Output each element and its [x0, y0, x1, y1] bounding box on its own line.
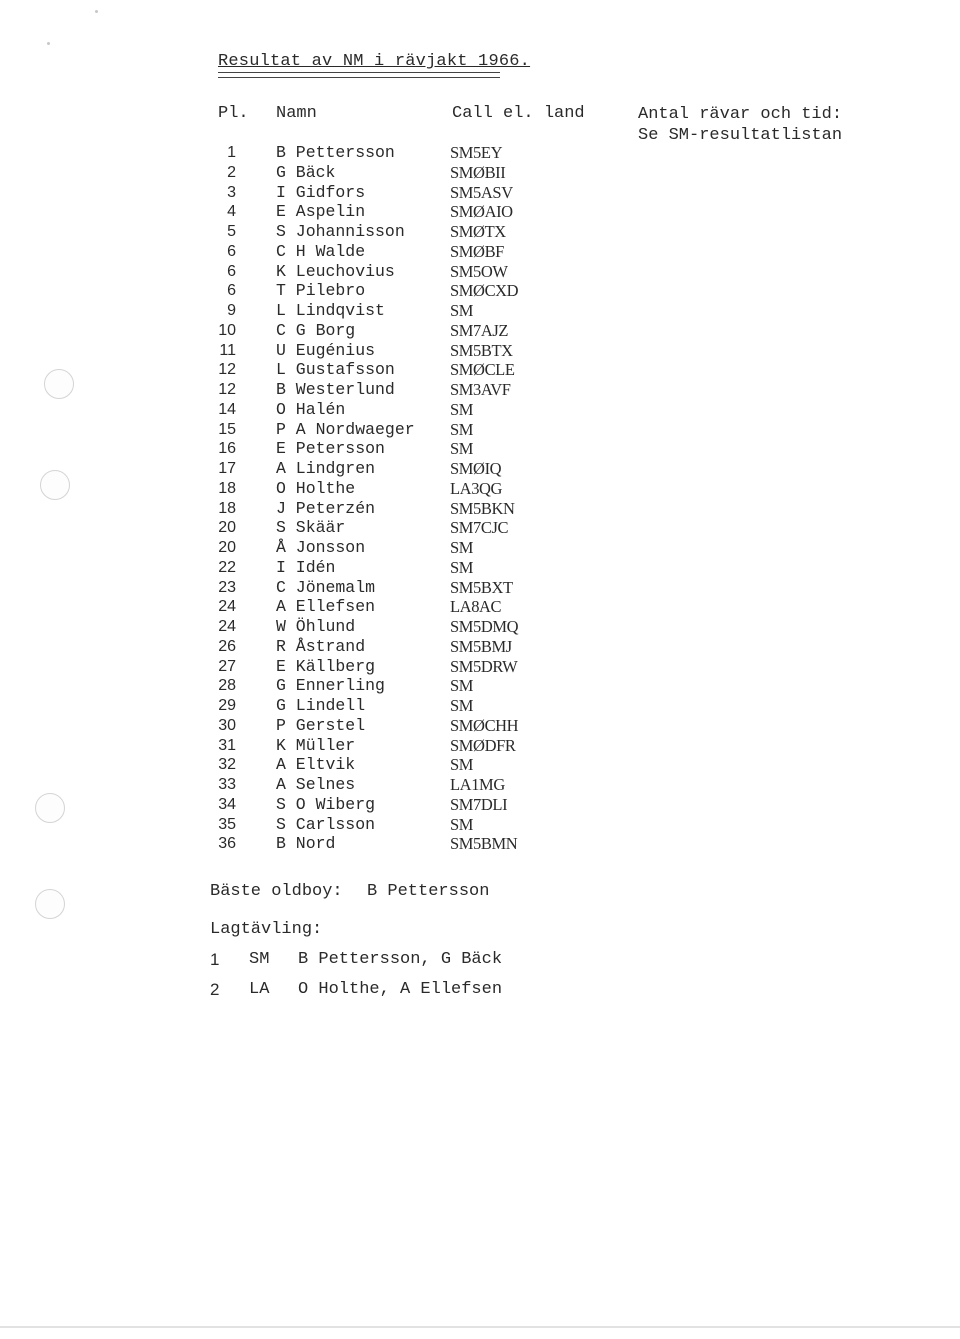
paper-speck [47, 42, 50, 45]
result-name: I Idén [276, 557, 336, 577]
result-call: SM7DLI [450, 794, 508, 814]
result-name: U Eugénius [276, 340, 376, 360]
result-call: SM [450, 755, 474, 775]
result-placement: 4 [227, 203, 236, 221]
result-name: B Pettersson [276, 143, 395, 162]
result-placement: 2 [227, 163, 236, 181]
scan-edge [0, 1326, 960, 1328]
result-placement: 35 [218, 815, 236, 833]
result-call: SMØCLE [450, 360, 515, 380]
result-placement: 9 [227, 302, 236, 319]
note-line-1: Antal rävar och tid: [638, 105, 843, 124]
result-call: SMØDFR [450, 735, 516, 755]
result-call: SM [450, 399, 474, 419]
result-placement: 28 [218, 677, 236, 695]
result-name: P A Nordwaeger [276, 419, 415, 439]
result-name: L Gustafsson [276, 360, 395, 380]
result-placement: 18 [218, 479, 236, 497]
result-call: SM7CJC [450, 518, 509, 538]
result-placement: 11 [219, 341, 236, 359]
result-call: SM [450, 538, 474, 557]
result-placement: 20 [218, 539, 236, 556]
punch-hole [35, 889, 65, 919]
result-name: K Leuchovius [276, 261, 395, 281]
result-placement: 24 [218, 598, 236, 616]
result-name: L Lindqvist [276, 301, 385, 320]
header-placement: Pl. [218, 104, 249, 123]
result-name: B Nord [276, 834, 336, 854]
result-name: J Peterzén [276, 498, 376, 518]
result-placement: 27 [218, 657, 236, 675]
result-placement: 15 [218, 420, 236, 438]
result-placement: 10 [218, 321, 236, 339]
result-name: P Gerstel [276, 715, 366, 735]
result-placement: 3 [227, 183, 236, 201]
result-call: SMØCXD [450, 281, 519, 301]
team-country: SM [249, 950, 270, 969]
result-placement: 6 [227, 242, 236, 260]
result-name: B Westerlund [276, 380, 395, 399]
result-call: SMØBF [450, 241, 504, 261]
result-placement: 16 [218, 440, 236, 458]
result-name: S O Wiberg [276, 794, 376, 814]
result-placement: 17 [218, 460, 236, 477]
result-call: SM5BKN [450, 498, 515, 518]
result-placement: 34 [218, 795, 236, 813]
result-call: SM3AVF [450, 380, 511, 399]
result-call: SMØAIO [450, 202, 513, 222]
result-call: SM5BMJ [450, 636, 512, 656]
result-placement: 12 [218, 381, 236, 398]
result-name: S Carlsson [276, 814, 376, 834]
team-entry [210, 950, 510, 971]
result-placement: 22 [218, 558, 236, 576]
team-place: 2 [210, 980, 220, 999]
result-call: SM [450, 419, 474, 439]
team-label: Lagtävling: [210, 920, 323, 939]
result-name: K Müller [276, 735, 356, 755]
header-call: Call el. land [452, 104, 585, 123]
header-name: Namn [276, 104, 317, 123]
note-line-2: Se SM-resultatlistan [638, 126, 843, 145]
result-name: G Ennerling [276, 676, 385, 696]
result-placement: 33 [218, 776, 236, 793]
result-name: G Bäck [276, 162, 336, 182]
result-name: R Åstrand [276, 636, 366, 656]
team-country: LA [249, 980, 270, 999]
result-placement: 31 [218, 736, 236, 754]
oldboy-line [210, 882, 490, 901]
document-title: Resultat av NM i rävjakt 1966. [218, 52, 531, 71]
result-name: O Holthe [276, 478, 356, 498]
result-name: W Öhlund [276, 617, 356, 636]
result-placement: 36 [218, 835, 236, 853]
result-name: C H Walde [276, 241, 366, 261]
result-placement: 6 [227, 282, 236, 300]
result-placement: 18 [218, 499, 236, 517]
result-call: SM5EY [450, 143, 503, 162]
oldboy-name: B Pettersson [367, 882, 490, 901]
title-double-underline [218, 72, 500, 78]
team-entry [210, 980, 510, 1001]
team-names: B Pettersson, G Bäck [298, 950, 503, 969]
result-call: SM5OW [450, 261, 508, 281]
result-placement: 12 [218, 361, 236, 379]
result-call: SM5BTX [450, 340, 513, 360]
result-name: G Lindell [276, 696, 366, 715]
result-call: SMØBII [450, 162, 506, 182]
result-call: SM [450, 439, 474, 459]
result-name: A Ellefsen [276, 597, 376, 617]
result-placement: 23 [218, 578, 236, 596]
result-call: SM5DMQ [450, 617, 519, 636]
result-name: E Aspelin [276, 202, 366, 222]
result-call: SM7AJZ [450, 320, 509, 340]
result-placement: 24 [218, 618, 236, 635]
result-name: A Eltvik [276, 755, 356, 775]
result-placement: 5 [227, 223, 236, 240]
punch-hole [44, 369, 74, 399]
punch-hole [35, 793, 65, 823]
team-names: O Holthe, A Ellefsen [298, 980, 503, 999]
result-call: SMØCHH [450, 715, 519, 735]
result-name: C G Borg [276, 320, 356, 340]
result-call: SM5DRW [450, 656, 518, 676]
result-name: I Gidfors [276, 182, 366, 202]
result-placement: 26 [218, 637, 236, 655]
result-call: LA1MG [450, 775, 505, 794]
result-placement: 14 [218, 400, 236, 418]
result-call: SMØIQ [450, 459, 502, 478]
result-placement: 6 [227, 262, 236, 280]
result-placement: 20 [218, 519, 236, 537]
result-call: SM [450, 676, 474, 696]
result-call: SM [450, 814, 474, 834]
result-placement: 29 [218, 697, 236, 714]
result-name: Å Jonsson [276, 538, 366, 557]
result-placement: 32 [218, 756, 236, 774]
result-name: O Halén [276, 399, 346, 419]
team-place: 1 [210, 950, 220, 969]
result-placement: 1 [227, 144, 236, 161]
results-note [638, 104, 842, 146]
result-name: A Selnes [276, 775, 356, 794]
result-name: E Petersson [276, 439, 385, 459]
result-call: SM5BMN [450, 834, 518, 854]
oldboy-label: Bäste oldboy: [210, 882, 343, 901]
punch-hole [40, 470, 70, 500]
result-call: SMØTX [450, 222, 506, 241]
result-call: SM [450, 696, 474, 715]
result-call: SM5ASV [450, 182, 513, 202]
result-name: S Skäär [276, 518, 346, 538]
result-call: SM [450, 301, 474, 320]
result-call: SM [450, 557, 474, 577]
result-placement: 30 [218, 716, 236, 734]
result-call: LA8AC [450, 597, 502, 617]
result-call: LA3QG [450, 478, 503, 498]
result-call: SM5BXT [450, 577, 513, 597]
result-name: S Johannisson [276, 222, 405, 241]
result-name: T Pilebro [276, 281, 366, 301]
result-name: E Källberg [276, 656, 376, 676]
paper-speck [95, 10, 98, 13]
result-name: C Jönemalm [276, 577, 376, 597]
result-name: A Lindgren [276, 459, 376, 478]
